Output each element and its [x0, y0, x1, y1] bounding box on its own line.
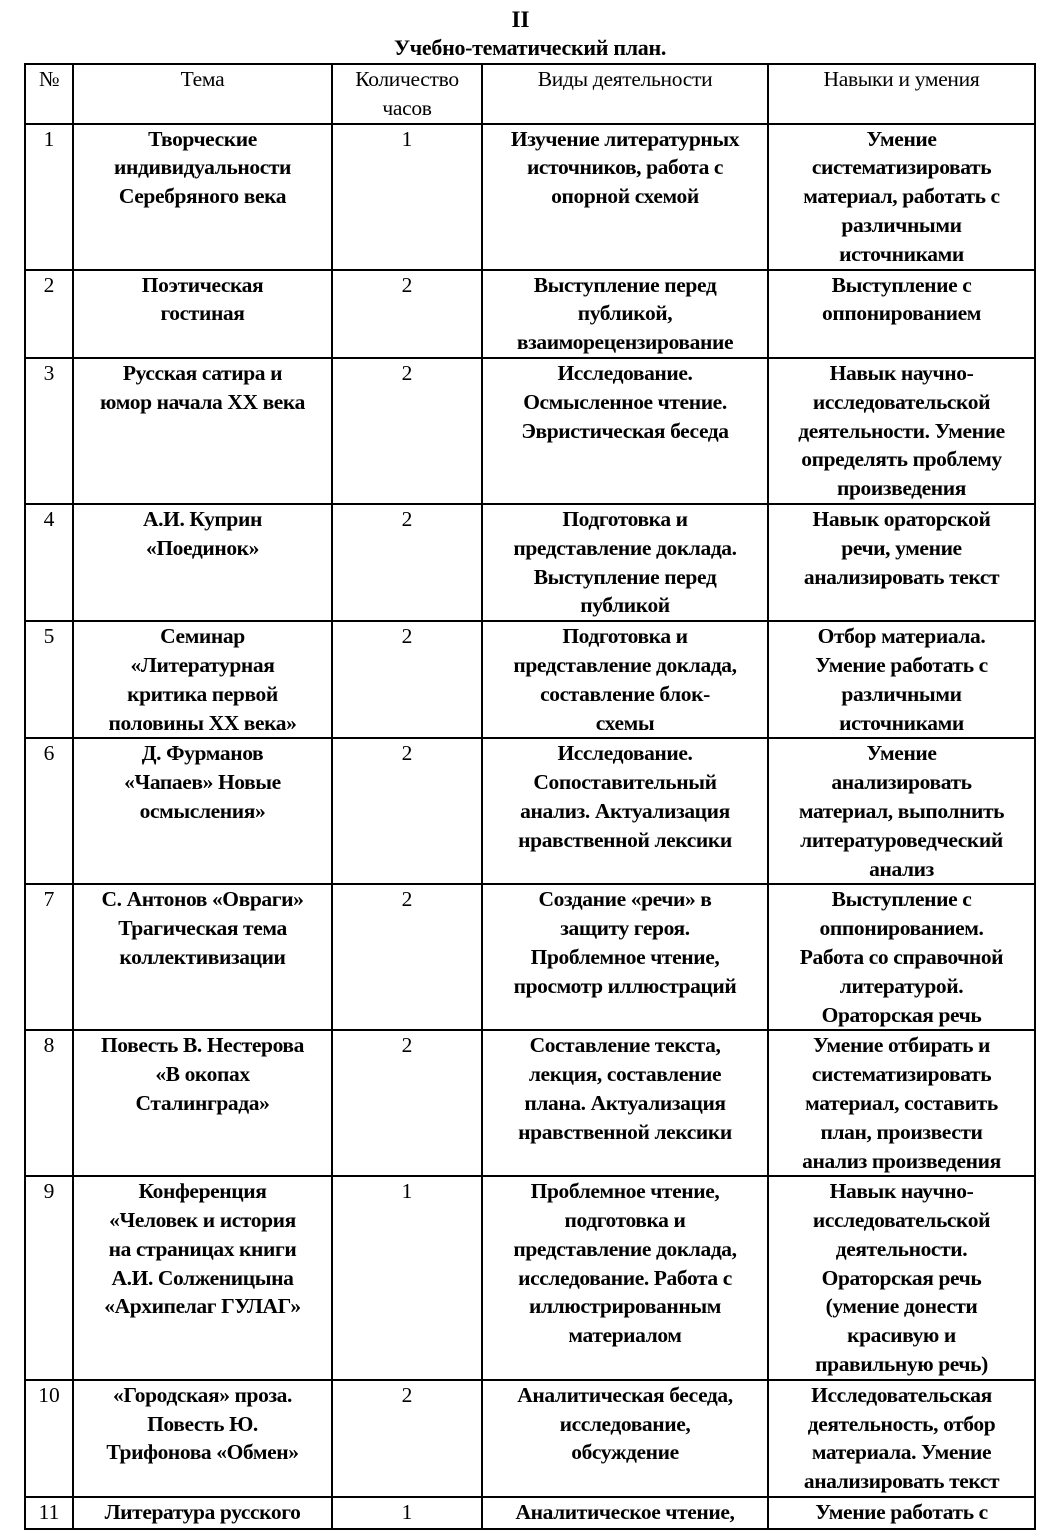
- row-skills: Отбор материала. Умение работать с различными источниками: [768, 621, 1035, 738]
- table-row: [25, 884, 1035, 1030]
- plan-title: Учебно-тематический план.: [393, 35, 667, 60]
- row-skills: Выступление с оппонированием: [768, 270, 1035, 358]
- header-activities: Виды деятельности: [482, 64, 768, 124]
- row-number: 3: [25, 358, 73, 504]
- row-hours: 2: [332, 1030, 482, 1176]
- table-row: [25, 1497, 1035, 1529]
- table-header-row: [25, 64, 1035, 124]
- row-number: 1: [25, 124, 73, 270]
- row-activities: Подготовка и представление доклада, составление блок- схемы: [482, 621, 768, 738]
- row-skills: Умение отбирать и систематизировать материал, составить план, произвести анализ произведения: [768, 1030, 1035, 1176]
- row-activities: Подготовка и представление доклада. Выступление перед публикой: [482, 504, 768, 621]
- row-activities: Проблемное чтение, подготовка и представление доклада, исследование. Работа с иллюстрированным материалом: [482, 1176, 768, 1380]
- row-skills: Навык научно- исследовательской деятельности. Умение определять проблему произведения: [768, 358, 1035, 504]
- row-hours: 2: [332, 270, 482, 358]
- table-row: [25, 358, 1035, 504]
- row-activities: Составление текста, лекция, составление плана. Актуализация нравственной лексики: [482, 1030, 768, 1176]
- row-number: 6: [25, 738, 73, 884]
- row-activities: Изучение литературных источников, работа с опорной схемой: [482, 124, 768, 270]
- table-row: [25, 1030, 1035, 1176]
- row-hours: 1: [332, 1497, 482, 1529]
- row-hours: 2: [332, 358, 482, 504]
- row-topic: Поэтическая гостиная: [73, 270, 332, 358]
- row-activities: Выступление перед публикой, взаиморецензирование: [482, 270, 768, 358]
- row-activities: Исследование. Сопоставительный анализ. Актуализация нравственной лексики: [482, 738, 768, 884]
- header-topic: Тема: [73, 64, 332, 124]
- row-number: 2: [25, 270, 73, 358]
- row-topic: Семинар «Литературная критика первой половины XX века»: [73, 621, 332, 738]
- row-activities: Исследование. Осмысленное чтение. Эвристическая беседа: [482, 358, 768, 504]
- table-row: [25, 1176, 1035, 1380]
- header-skills: Навыки и умения: [768, 64, 1035, 124]
- row-skills: Выступление с оппонированием. Работа со справочной литературой. Ораторская речь: [768, 884, 1035, 1030]
- table-row: [25, 738, 1035, 884]
- table-row: [25, 1380, 1035, 1497]
- section-numeral: II: [511, 7, 530, 32]
- row-skills: Умение работать с: [768, 1497, 1035, 1529]
- row-topic: «Городская» проза. Повесть Ю. Трифонова «Обмен»: [73, 1380, 332, 1497]
- curriculum-table: [24, 63, 1036, 1530]
- row-skills: Умение систематизировать материал, работать с различными источниками: [768, 124, 1035, 270]
- header-number: №: [25, 64, 73, 124]
- row-hours: 2: [332, 621, 482, 738]
- row-topic: Д. Фурманов «Чапаев» Новые осмысления»: [73, 738, 332, 884]
- row-activities: Аналитическая беседа, исследование, обсуждение: [482, 1380, 768, 1497]
- table-row: [25, 504, 1035, 621]
- row-skills: Навык научно- исследовательской деятельности. Ораторская речь (умение донести красивую и правильную речь): [768, 1176, 1035, 1380]
- row-skills: Навык ораторской речи, умение анализировать текст: [768, 504, 1035, 621]
- row-activities: Создание «речи» в защиту героя. Проблемное чтение, просмотр иллюстраций: [482, 884, 768, 1030]
- row-number: 10: [25, 1380, 73, 1497]
- row-topic: Литература русского: [73, 1497, 332, 1529]
- row-skills: Исследовательская деятельность, отбор материала. Умение анализировать текст: [768, 1380, 1035, 1497]
- table-row: [25, 124, 1035, 270]
- row-topic: С. Антонов «Овраги» Трагическая тема коллективизации: [73, 884, 332, 1030]
- row-topic: Повесть В. Нестерова «В окопах Сталинграда»: [73, 1030, 332, 1176]
- row-hours: 1: [332, 124, 482, 270]
- row-hours: 2: [332, 1380, 482, 1497]
- row-hours: 1: [332, 1176, 482, 1380]
- row-number: 8: [25, 1030, 73, 1176]
- row-topic: Творческие индивидуальности Серебряного века: [73, 124, 332, 270]
- table-row: [25, 621, 1035, 738]
- header-hours: Количество часов: [332, 64, 482, 124]
- row-number: 11: [25, 1497, 73, 1529]
- row-number: 9: [25, 1176, 73, 1380]
- row-number: 7: [25, 884, 73, 1030]
- row-hours: 2: [332, 884, 482, 1030]
- row-number: 4: [25, 504, 73, 621]
- row-activities: Аналитическое чтение,: [482, 1497, 768, 1529]
- table-row: [25, 270, 1035, 358]
- row-topic: Конференция «Человек и история на страницах книги А.И. Солженицына «Архипелаг ГУЛАГ»: [73, 1176, 332, 1380]
- row-number: 5: [25, 621, 73, 738]
- row-hours: 2: [332, 504, 482, 621]
- row-skills: Умение анализировать материал, выполнить литературоведческий анализ: [768, 738, 1035, 884]
- row-topic: Русская сатира и юмор начала XX века: [73, 358, 332, 504]
- row-hours: 2: [332, 738, 482, 884]
- row-topic: А.И. Куприн «Поединок»: [73, 504, 332, 621]
